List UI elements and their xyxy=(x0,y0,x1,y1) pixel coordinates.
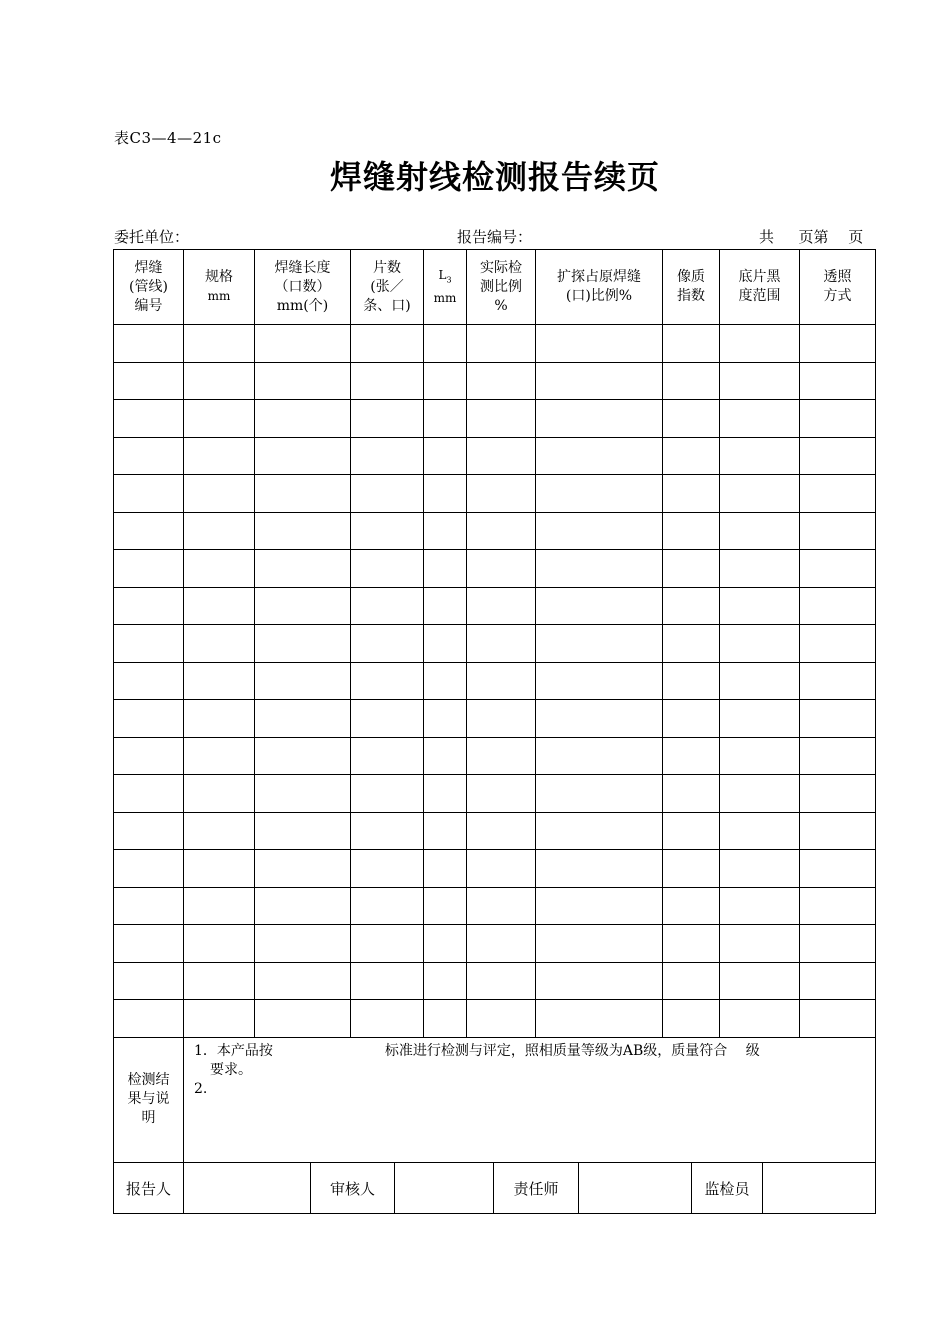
table-cell[interactable] xyxy=(114,625,184,663)
table-cell[interactable] xyxy=(255,925,351,963)
table-cell[interactable] xyxy=(424,587,467,625)
table-cell[interactable] xyxy=(467,700,536,738)
table-cell[interactable] xyxy=(114,887,184,925)
table-cell[interactable] xyxy=(467,512,536,550)
table-row xyxy=(114,512,876,550)
table-cell[interactable] xyxy=(720,1000,800,1038)
reviewer-field[interactable] xyxy=(395,1163,494,1214)
table-cell[interactable] xyxy=(351,550,424,588)
table-cell[interactable] xyxy=(800,887,876,925)
table-cell[interactable] xyxy=(536,775,663,813)
table-cell[interactable] xyxy=(424,925,467,963)
table-cell[interactable] xyxy=(663,550,720,588)
table-cell[interactable] xyxy=(424,662,467,700)
table-cell[interactable] xyxy=(424,812,467,850)
table-cell[interactable] xyxy=(184,700,255,738)
inspector-field[interactable] xyxy=(763,1163,876,1214)
table-cell[interactable] xyxy=(114,512,184,550)
table-cell[interactable] xyxy=(467,362,536,400)
table-cell[interactable] xyxy=(467,550,536,588)
header-actual-ratio: 实际检 测比例 % xyxy=(467,250,536,325)
header-density: 底片黑 度范围 xyxy=(720,250,800,325)
result-line-2: 2. xyxy=(194,1080,208,1097)
table-cell[interactable] xyxy=(467,887,536,925)
table-cell[interactable] xyxy=(114,362,184,400)
table-cell[interactable] xyxy=(800,1000,876,1038)
table-cell[interactable] xyxy=(424,737,467,775)
table-cell[interactable] xyxy=(536,925,663,963)
table-cell[interactable] xyxy=(351,512,424,550)
table-row xyxy=(114,775,876,813)
table-cell[interactable] xyxy=(255,400,351,438)
table-cell[interactable] xyxy=(720,625,800,663)
table-cell[interactable] xyxy=(424,325,467,363)
table-cell[interactable] xyxy=(255,550,351,588)
table-cell[interactable] xyxy=(255,662,351,700)
page-count-label: 共 页第 页 xyxy=(759,228,864,246)
header-weld-no: 焊缝 (管线) 编号 xyxy=(114,250,184,325)
table-cell[interactable] xyxy=(800,550,876,588)
table-cell[interactable] xyxy=(184,775,255,813)
table-cell[interactable] xyxy=(255,625,351,663)
table-cell[interactable] xyxy=(536,850,663,888)
table-row xyxy=(114,887,876,925)
table-cell[interactable] xyxy=(424,700,467,738)
table-cell[interactable] xyxy=(663,625,720,663)
table-row xyxy=(114,925,876,963)
table-cell[interactable] xyxy=(351,362,424,400)
table-row xyxy=(114,437,876,475)
table-cell[interactable] xyxy=(184,925,255,963)
table-cell[interactable] xyxy=(536,887,663,925)
table-cell[interactable] xyxy=(720,775,800,813)
table-cell[interactable] xyxy=(536,700,663,738)
table-cell[interactable] xyxy=(467,325,536,363)
table-row xyxy=(114,475,876,513)
table-row xyxy=(114,587,876,625)
table-cell[interactable] xyxy=(351,587,424,625)
table-cell[interactable] xyxy=(424,475,467,513)
table-cell[interactable] xyxy=(114,962,184,1000)
table-row xyxy=(114,1000,876,1038)
table-cell[interactable] xyxy=(351,475,424,513)
table-cell[interactable] xyxy=(351,662,424,700)
table-cell[interactable] xyxy=(255,775,351,813)
header-film-count: 片数 (张／ 条、口) xyxy=(351,250,424,325)
table-cell[interactable] xyxy=(800,625,876,663)
table-cell[interactable] xyxy=(467,737,536,775)
responsible-field[interactable] xyxy=(579,1163,692,1214)
table-cell[interactable] xyxy=(720,925,800,963)
table-cell[interactable] xyxy=(114,850,184,888)
table-cell[interactable] xyxy=(114,475,184,513)
responsible-label: 责任师 xyxy=(494,1163,579,1214)
header-weld-length: 焊缝长度 （口数） mm(个) xyxy=(255,250,351,325)
table-cell[interactable] xyxy=(663,775,720,813)
header-spec: 规格 mm xyxy=(184,250,255,325)
table-cell[interactable] xyxy=(800,962,876,1000)
signature-row xyxy=(114,1163,876,1214)
table-cell[interactable] xyxy=(351,625,424,663)
table-cell[interactable] xyxy=(351,887,424,925)
table-cell[interactable] xyxy=(467,662,536,700)
table-row xyxy=(114,400,876,438)
table-cell[interactable] xyxy=(800,925,876,963)
header-iqi: 像质 指数 xyxy=(663,250,720,325)
table-cell[interactable] xyxy=(467,812,536,850)
table-cell[interactable] xyxy=(536,325,663,363)
table-cell[interactable] xyxy=(536,812,663,850)
table-cell[interactable] xyxy=(351,737,424,775)
table-cell[interactable] xyxy=(663,1000,720,1038)
report-number-label: 报告编号： xyxy=(457,228,533,246)
table-row xyxy=(114,625,876,663)
table-cell[interactable] xyxy=(255,1000,351,1038)
table-cell[interactable] xyxy=(663,925,720,963)
table-cell[interactable] xyxy=(720,812,800,850)
table-cell[interactable] xyxy=(351,700,424,738)
table-cell[interactable] xyxy=(720,662,800,700)
table-cell[interactable] xyxy=(800,775,876,813)
table-cell[interactable] xyxy=(720,437,800,475)
table-cell[interactable] xyxy=(536,475,663,513)
table-row xyxy=(114,962,876,1000)
table-cell[interactable] xyxy=(114,550,184,588)
table-row xyxy=(114,325,876,363)
table-cell[interactable] xyxy=(800,437,876,475)
table-cell[interactable] xyxy=(424,775,467,813)
signature-table xyxy=(113,1162,876,1214)
table-row xyxy=(114,362,876,400)
table-cell[interactable] xyxy=(114,700,184,738)
table-cell[interactable] xyxy=(424,887,467,925)
table-row xyxy=(114,850,876,888)
table-cell[interactable] xyxy=(424,625,467,663)
table-cell[interactable] xyxy=(800,587,876,625)
table-cell[interactable] xyxy=(720,400,800,438)
table-cell[interactable] xyxy=(184,625,255,663)
table-cell[interactable] xyxy=(184,512,255,550)
table-cell[interactable] xyxy=(467,625,536,663)
results-body[interactable] xyxy=(184,1037,876,1162)
table-cell[interactable] xyxy=(800,512,876,550)
table-cell[interactable] xyxy=(536,625,663,663)
table-cell[interactable] xyxy=(536,400,663,438)
form-number: 表C3—4—21c xyxy=(114,129,222,147)
page-title: 焊缝射线检测报告续页 xyxy=(329,158,660,196)
table-cell[interactable] xyxy=(536,362,663,400)
table-cell[interactable] xyxy=(351,925,424,963)
result-line-1: 1．本产品按 标准进行检测与评定，照相质量等级为AB级，质量符合 级 xyxy=(194,1042,760,1059)
table-cell[interactable] xyxy=(351,400,424,438)
table-cell[interactable] xyxy=(255,512,351,550)
table-cell[interactable] xyxy=(424,400,467,438)
table-cell[interactable] xyxy=(720,737,800,775)
table-cell[interactable] xyxy=(536,737,663,775)
table-cell[interactable] xyxy=(424,512,467,550)
table-cell[interactable] xyxy=(800,325,876,363)
table-cell[interactable] xyxy=(114,812,184,850)
table-row xyxy=(114,550,876,588)
table-cell[interactable] xyxy=(255,700,351,738)
table-cell[interactable] xyxy=(424,962,467,1000)
table-cell[interactable] xyxy=(663,700,720,738)
table-cell[interactable] xyxy=(351,325,424,363)
table-cell[interactable] xyxy=(720,512,800,550)
table-cell[interactable] xyxy=(351,437,424,475)
table-cell[interactable] xyxy=(114,325,184,363)
table-cell[interactable] xyxy=(255,812,351,850)
table-cell[interactable] xyxy=(800,812,876,850)
table-cell[interactable] xyxy=(114,737,184,775)
table-cell[interactable] xyxy=(114,662,184,700)
table-cell[interactable] xyxy=(184,437,255,475)
table-cell[interactable] xyxy=(184,850,255,888)
table-cell[interactable] xyxy=(184,325,255,363)
table-cell[interactable] xyxy=(184,362,255,400)
table-cell[interactable] xyxy=(255,475,351,513)
client-label: 委托单位： xyxy=(114,228,190,246)
table-cell[interactable] xyxy=(114,1000,184,1038)
reporter-field[interactable] xyxy=(184,1163,311,1214)
table-cell[interactable] xyxy=(184,475,255,513)
table-cell[interactable] xyxy=(351,812,424,850)
result-line-1-cont: 要求。 xyxy=(210,1061,252,1078)
table-cell[interactable] xyxy=(663,850,720,888)
table-cell[interactable] xyxy=(255,362,351,400)
table-cell[interactable] xyxy=(663,325,720,363)
table-cell[interactable] xyxy=(184,550,255,588)
table-cell[interactable] xyxy=(720,550,800,588)
table-cell[interactable] xyxy=(255,887,351,925)
results-row xyxy=(114,1037,876,1162)
table-cell[interactable] xyxy=(536,437,663,475)
table-cell[interactable] xyxy=(663,400,720,438)
results-label: 检测结 果与说 明 xyxy=(114,1037,184,1162)
table-cell[interactable] xyxy=(800,662,876,700)
table-cell[interactable] xyxy=(720,700,800,738)
table-cell[interactable] xyxy=(424,362,467,400)
table-row xyxy=(114,737,876,775)
table-cell[interactable] xyxy=(800,475,876,513)
table-header-row xyxy=(114,250,876,325)
table-cell[interactable] xyxy=(351,1000,424,1038)
table-cell[interactable] xyxy=(536,962,663,1000)
table-cell[interactable] xyxy=(255,850,351,888)
header-expanded-ratio: 扩探占原焊缝 (口)比例% xyxy=(536,250,663,325)
table-cell[interactable] xyxy=(184,1000,255,1038)
table-cell[interactable] xyxy=(184,887,255,925)
table-cell[interactable] xyxy=(114,400,184,438)
table-cell[interactable] xyxy=(663,812,720,850)
table-cell[interactable] xyxy=(351,962,424,1000)
table-cell[interactable] xyxy=(351,775,424,813)
table-cell[interactable] xyxy=(467,437,536,475)
table-cell[interactable] xyxy=(720,962,800,1000)
table-cell[interactable] xyxy=(720,325,800,363)
inspection-table xyxy=(113,249,876,1163)
table-cell[interactable] xyxy=(720,475,800,513)
inspector-label: 监检员 xyxy=(692,1163,763,1214)
table-cell[interactable] xyxy=(114,587,184,625)
table-cell[interactable] xyxy=(424,437,467,475)
table-cell[interactable] xyxy=(255,437,351,475)
reviewer-label: 审核人 xyxy=(311,1163,395,1214)
table-cell[interactable] xyxy=(351,850,424,888)
table-cell[interactable] xyxy=(800,700,876,738)
table-cell[interactable] xyxy=(114,775,184,813)
table-cell[interactable] xyxy=(184,400,255,438)
table-cell[interactable] xyxy=(467,775,536,813)
table-cell[interactable] xyxy=(663,362,720,400)
table-cell[interactable] xyxy=(467,400,536,438)
table-cell[interactable] xyxy=(720,850,800,888)
table-cell[interactable] xyxy=(663,737,720,775)
table-cell[interactable] xyxy=(424,550,467,588)
table-cell[interactable] xyxy=(800,400,876,438)
table-cell[interactable] xyxy=(663,887,720,925)
table-row xyxy=(114,700,876,738)
table-cell[interactable] xyxy=(536,587,663,625)
table-cell[interactable] xyxy=(800,362,876,400)
table-cell[interactable] xyxy=(720,362,800,400)
table-row xyxy=(114,812,876,850)
reporter-label: 报告人 xyxy=(114,1163,184,1214)
table-cell[interactable] xyxy=(114,437,184,475)
table-cell[interactable] xyxy=(255,737,351,775)
table-cell[interactable] xyxy=(467,587,536,625)
table-cell[interactable] xyxy=(255,325,351,363)
table-cell[interactable] xyxy=(255,962,351,1000)
table-cell[interactable] xyxy=(663,587,720,625)
table-cell[interactable] xyxy=(467,850,536,888)
table-cell[interactable] xyxy=(536,1000,663,1038)
table-row xyxy=(114,662,876,700)
table-cell[interactable] xyxy=(720,887,800,925)
table-cell[interactable] xyxy=(467,475,536,513)
table-cell[interactable] xyxy=(800,737,876,775)
table-cell[interactable] xyxy=(663,475,720,513)
table-cell[interactable] xyxy=(184,962,255,1000)
table-cell[interactable] xyxy=(184,587,255,625)
table-cell[interactable] xyxy=(114,925,184,963)
table-cell[interactable] xyxy=(184,737,255,775)
table-cell[interactable] xyxy=(800,850,876,888)
table-cell[interactable] xyxy=(424,850,467,888)
table-cell[interactable] xyxy=(663,662,720,700)
table-cell[interactable] xyxy=(184,662,255,700)
table-cell[interactable] xyxy=(467,925,536,963)
table-cell[interactable] xyxy=(663,437,720,475)
table-cell[interactable] xyxy=(424,1000,467,1038)
header-l3: $L_3$ mm xyxy=(424,250,467,325)
table-cell[interactable] xyxy=(467,1000,536,1038)
table-cell[interactable] xyxy=(467,962,536,1000)
table-cell[interactable] xyxy=(663,512,720,550)
table-cell[interactable] xyxy=(536,550,663,588)
table-cell[interactable] xyxy=(536,662,663,700)
table-cell[interactable] xyxy=(184,812,255,850)
table-cell[interactable] xyxy=(720,587,800,625)
table-cell[interactable] xyxy=(663,962,720,1000)
header-technique: 透照 方式 xyxy=(800,250,876,325)
table-cell[interactable] xyxy=(255,587,351,625)
table-cell[interactable] xyxy=(536,512,663,550)
